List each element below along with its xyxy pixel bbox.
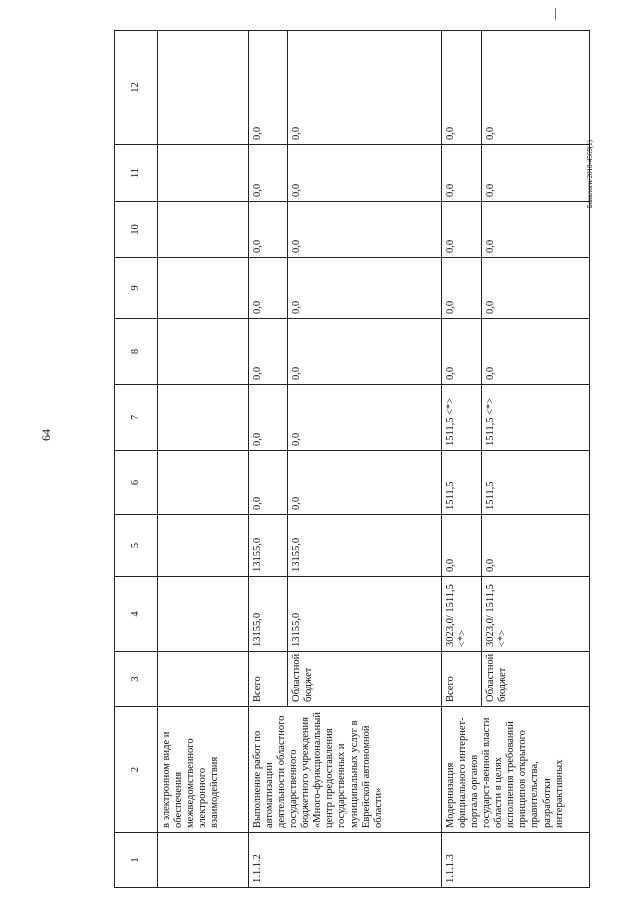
scan-mark — [555, 8, 556, 20]
row-name: в электронном виде и обеспечения межведомственного электронного взаимодействия — [158, 707, 249, 833]
value-cell: 0,0 — [249, 202, 288, 258]
value-cell: 0,0 — [482, 145, 590, 202]
table-row — [158, 31, 249, 888]
value-cell: 0,0 — [288, 451, 442, 515]
value-cell — [158, 577, 249, 652]
column-header: 2 — [115, 707, 158, 833]
value-cell: 0,0 — [288, 385, 442, 451]
table-row — [249, 31, 288, 888]
value-cell: 0,0 — [288, 258, 442, 319]
value-cell — [158, 319, 249, 385]
column-header: 12 — [115, 31, 158, 145]
column-header: 7 — [115, 385, 158, 451]
funding-source: Всего — [249, 652, 288, 707]
column-header: 4 — [115, 577, 158, 652]
value-cell — [158, 202, 249, 258]
funding-source: Областной бюджет — [288, 652, 442, 707]
column-header: 11 — [115, 145, 158, 202]
value-cell: 0,0 — [482, 202, 590, 258]
value-cell: 1511,5 <*> — [442, 385, 482, 451]
column-header: 10 — [115, 202, 158, 258]
column-header: 3 — [115, 652, 158, 707]
value-cell: 13155,0 — [288, 577, 442, 652]
column-header: 1 — [115, 833, 158, 888]
value-cell: 3023,0/ 1511,5 <*> — [442, 577, 482, 652]
value-cell: 0,0 — [442, 31, 482, 145]
value-cell: 13155,0 — [249, 515, 288, 577]
value-cell: 0,0 — [249, 451, 288, 515]
column-header: 5 — [115, 515, 158, 577]
value-cell: 1511,5 — [482, 451, 590, 515]
value-cell: 0,0 — [249, 145, 288, 202]
value-cell: 0,0 — [482, 31, 590, 145]
value-cell: 3023,0/ 1511,5 <*> — [482, 577, 590, 652]
document-code-text: Баналоги/2018-4569(1) — [586, 140, 594, 209]
value-cell: 0,0 — [288, 202, 442, 258]
row-code — [158, 833, 249, 888]
value-cell — [158, 451, 249, 515]
value-cell: 0,0 — [442, 319, 482, 385]
value-cell: 1511,5 <*> — [482, 385, 590, 451]
value-cell: 13155,0 — [288, 515, 442, 577]
value-cell: 0,0 — [442, 202, 482, 258]
value-cell: 0,0 — [249, 385, 288, 451]
column-number-row — [115, 31, 158, 888]
value-cell: 0,0 — [288, 145, 442, 202]
value-cell: 13155,0 — [249, 577, 288, 652]
program-table — [114, 30, 590, 888]
funding-source — [158, 652, 249, 707]
value-cell: 0,0 — [442, 515, 482, 577]
value-cell — [158, 385, 249, 451]
value-cell — [158, 258, 249, 319]
value-cell: 0,0 — [288, 319, 442, 385]
column-header: 6 — [115, 451, 158, 515]
value-cell: 0,0 — [482, 319, 590, 385]
value-cell: 0,0 — [249, 258, 288, 319]
value-cell: 0,0 — [442, 258, 482, 319]
value-cell: 0,0 — [442, 145, 482, 202]
value-cell: 0,0 — [249, 319, 288, 385]
value-cell: 0,0 — [482, 258, 590, 319]
row-name: Модернизация официального интернет-портала органов государст-венной власти области в целях исполнения требований принципов открытого правительства, разработки интерактивных — [442, 707, 590, 833]
table-row — [442, 31, 482, 888]
value-cell: 0,0 — [249, 31, 288, 145]
funding-source: Всего — [442, 652, 482, 707]
value-cell — [158, 515, 249, 577]
rotated-page — [114, 31, 589, 888]
value-cell: 0,0 — [482, 515, 590, 577]
row-code: 1.1.1.2 — [249, 833, 442, 888]
column-header: 9 — [115, 258, 158, 319]
value-cell: 1511,5 — [442, 451, 482, 515]
value-cell — [158, 31, 249, 145]
row-code: 1.1.1.3 — [442, 833, 590, 888]
funding-source: Областной бюджет — [482, 652, 590, 707]
row-name: Выполнение работ по автоматизации деятельности областного государственного бюджетного учреждения «Много-функциональный центр предоставления государственных и муниципальных услуг в Еврейской автономной области» — [249, 707, 442, 833]
page-number: 64 — [38, 429, 53, 441]
value-cell: 0,0 — [288, 31, 442, 145]
value-cell — [158, 145, 249, 202]
column-header: 8 — [115, 319, 158, 385]
